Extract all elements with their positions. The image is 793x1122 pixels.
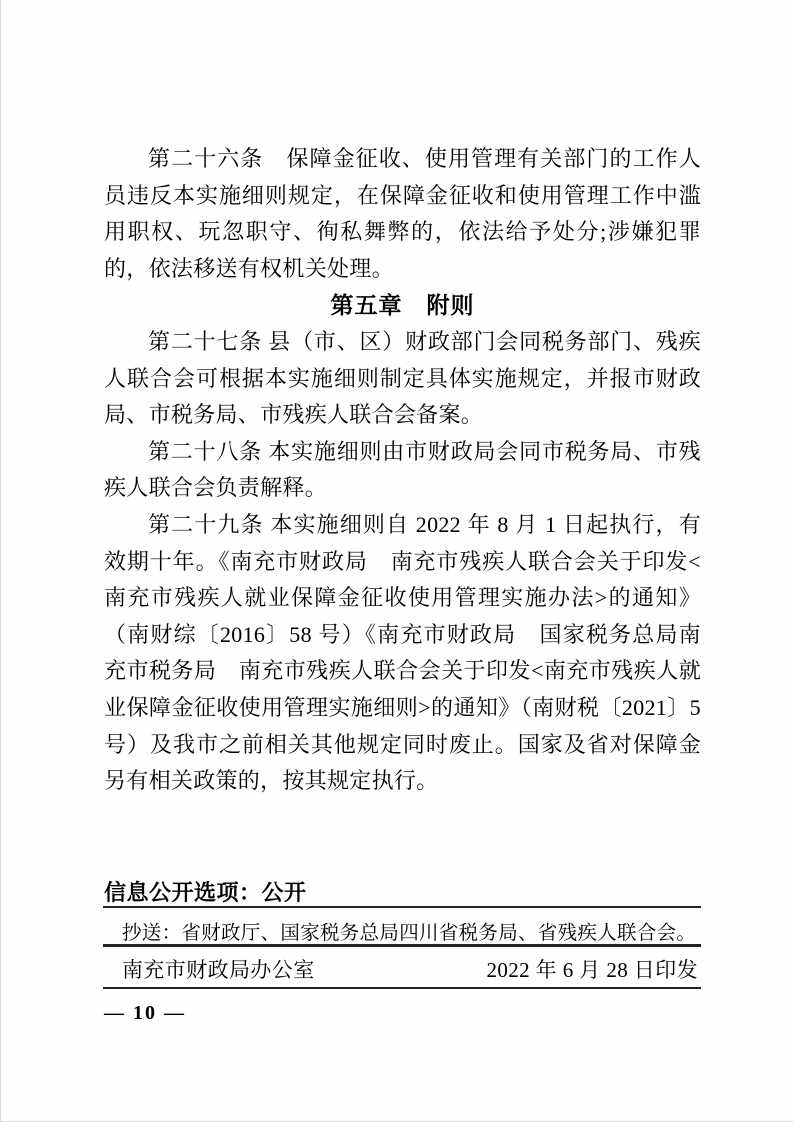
article-28-paragraph: 第二十八条 本实施细则由市财政局会同市税务局、市残疾人联合会负责解释。 [104,438,701,501]
article-26-paragraph: 第二十六条 保障金征收、使用管理有关部门的工作人员违反本实施细则规定，在保障金征收和使用管理工作中滥用职权、玩忽职守、徇私舞弊的，依法给予处分;涉嫌犯罪的，依法移送有权机关处理。 [104,146,701,281]
document-body [104,141,701,800]
disclosure-option-label: 信息公开选项：公开 [104,880,307,905]
carbon-copy-line: 抄送：省财政厅、国家税务总局四川省税务局、省残疾人联合会。 [122,923,697,944]
footer-divider-top [103,906,701,908]
issuing-office: 南充市财政局办公室 [122,958,315,982]
page-number: — 10 — [104,1002,186,1024]
article-27-paragraph: 第二十七条 县（市、区）财政部门会同税务部门、残疾人联合会可根据本实施细则制定具体实施规定，并报市财政局、市税务局、市残疾人联合会备案。 [104,328,701,428]
article-29-paragraph: 第二十九条 本实施细则自 2022 年 8 月 1 日起执行，有效期十年。《南充市财政局 南充市残疾人联合会关于印发<南充市残疾人就业保障金征收使用管理实施办法>的通知》（南财综〔2016〕58 号）《南充市财政局 国家税务总局南充市税务局 南充市残疾人联合会关于印发<南充市残疾人就业保障金征收使用管理实施细则>的通知》（南财税〔2021〕5 号）及我市之前相关其他规定同时废止。国家及省对保障金另有相关政策的，按其规定执行。 [104,511,701,794]
footer-divider-middle [103,944,701,947]
footer-divider-bottom [103,987,701,989]
print-date: 2022 年 6 月 28 日印发 [486,958,698,982]
issuer-row [122,954,698,984]
chapter-heading: 第五章 附则 [330,292,475,319]
